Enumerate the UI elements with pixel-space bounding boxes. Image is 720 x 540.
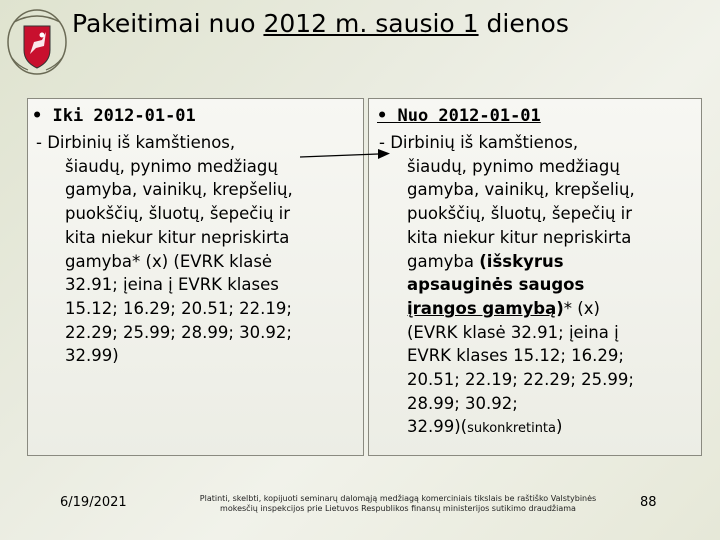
right-box: [368, 98, 702, 456]
after-bold-text: * (x): [563, 298, 600, 318]
right-arrow-icon: [300, 142, 390, 162]
left-line: 32.99): [65, 346, 119, 366]
title-date: 2012 m. sausio 1: [263, 9, 479, 38]
right-line: EVRK klases 15.12; 16.29;: [407, 346, 624, 366]
right-line-bold-end: [379, 297, 635, 321]
left-line: 32.91; įeina į EVRK klases: [65, 275, 279, 295]
right-line: kita niekur kitur nepriskirta: [407, 227, 632, 247]
right-line: puokščių, šluotų, šepečių ir: [407, 204, 633, 224]
right-body: [379, 131, 635, 441]
gamyba-text: gamyba: [407, 251, 480, 271]
right-heading: • Nuo 2012-01-01: [377, 106, 541, 126]
title-prefix: Pakeitimai nuo: [72, 9, 264, 38]
right-line: gamyba, vainikų, krepšelių,: [407, 180, 635, 200]
left-body: [36, 131, 293, 368]
bold-text: (išskyrus: [479, 251, 564, 271]
right-line: 20.51; 22.19; 22.29; 25.99;: [407, 370, 634, 390]
left-line: šiaudų, pynimo medžiagų: [65, 156, 278, 176]
last-suffix: ): [556, 417, 563, 437]
left-heading-text: Iki 2012-01-01: [52, 106, 196, 126]
left-line: 22.29; 25.99; 28.99; 30.92;: [65, 322, 292, 342]
right-line: 28.99; 30.92;: [407, 393, 518, 413]
right-line: šiaudų, pynimo medžiagų: [407, 156, 620, 176]
bold-underlined-text: įrangos gamybą: [407, 298, 557, 318]
left-line: - Dirbinių iš kamštienos,: [36, 133, 236, 152]
right-line: (EVRK klasė 32.91; įeina į: [407, 322, 619, 342]
left-line: kita niekur kitur nepriskirta: [65, 227, 290, 247]
right-line-bold: apsauginės saugos: [407, 275, 585, 295]
page-number: 88: [640, 495, 657, 510]
coat-of-arms-icon: [6, 8, 68, 76]
right-line-last: [379, 415, 635, 441]
footer-date: 6/19/2021: [60, 495, 127, 510]
title-suffix: dienos: [478, 9, 569, 38]
left-heading: • Iki 2012-01-01: [32, 106, 196, 126]
last-prefix: 32.99)(: [407, 417, 468, 437]
last-small-text: sukonkretinta: [467, 421, 556, 437]
left-line: puokščių, šluotų, šepečių ir: [65, 204, 291, 224]
page-title: [72, 4, 712, 44]
left-line: gamyba, vainikų, krepšelių,: [65, 180, 293, 200]
right-heading-text: Nuo 2012-01-01: [397, 106, 541, 126]
right-line: - Dirbinių iš kamštienos,: [379, 133, 579, 152]
footer-note: Platinti, skelbti, kopijuoti seminarų dalomąją medžiagą komerciniais tikslais be raštiško Valstybinės mokesčių inspekcijos prie Lietuvos Respublikos finansų ministerijos sutikimo draudžiama: [199, 494, 597, 513]
left-line: 15.12; 16.29; 20.51; 22.19;: [65, 298, 292, 318]
bold-paren: ): [556, 298, 564, 318]
right-line-gamyba: [379, 250, 635, 274]
left-line: gamyba* (x) (EVRK klasė: [65, 251, 273, 271]
